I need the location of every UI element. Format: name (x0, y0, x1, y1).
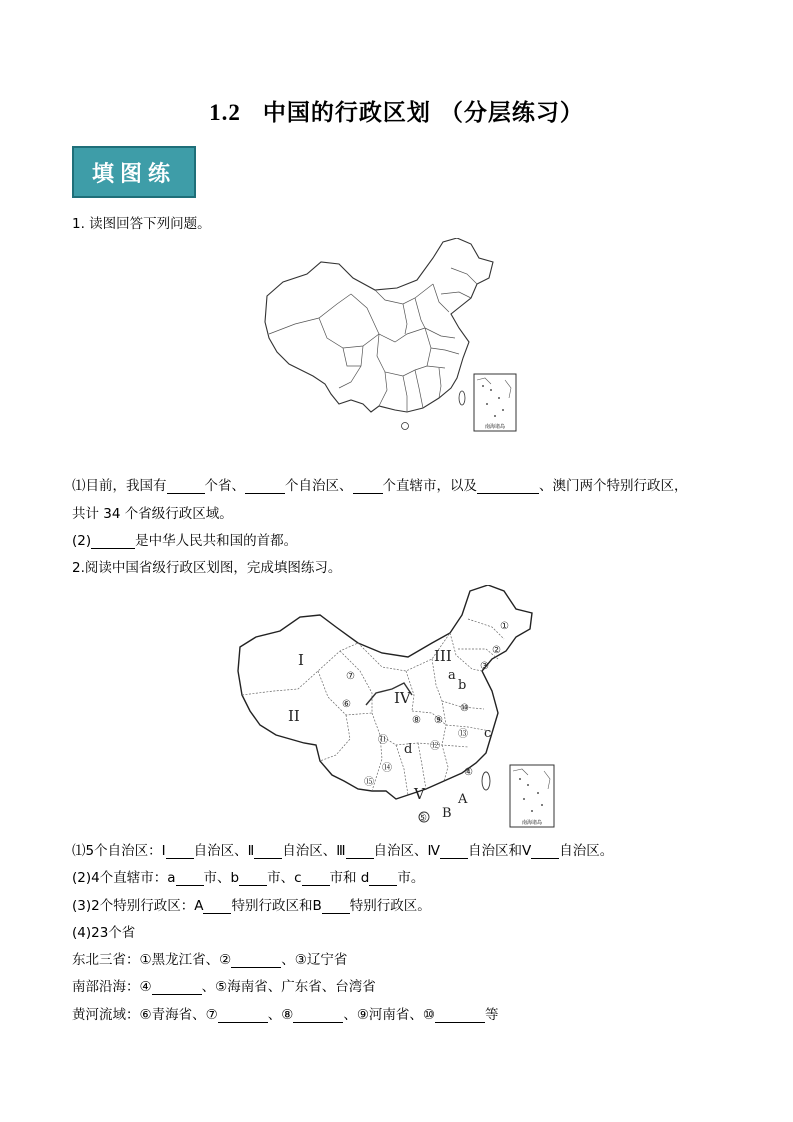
city-label-c: c (484, 726, 492, 741)
province-label-15: ⑮ (364, 777, 374, 788)
region-label-V: V (414, 785, 425, 803)
south-china-sea-inset-2 (510, 765, 554, 827)
title-number: 1.2 (209, 100, 241, 125)
city-label-a: a (448, 668, 456, 683)
province-label-2: ② (492, 645, 501, 656)
region-label-III: III (434, 647, 452, 665)
q2-line3: (3)2个特别行政区：A 特别行政区和B 特别行政区。 (72, 898, 431, 914)
province-label-10: ⑩ (460, 703, 469, 714)
q1-p1-continued: 共计 34 个省级行政区域。 (72, 506, 233, 522)
south-china-sea-inset (474, 374, 516, 431)
province-label-5: ⑤ (418, 813, 427, 824)
inset-label: 南海诸岛 (484, 424, 506, 430)
sar-label-B: B (442, 806, 452, 821)
province-label-8: ⑧ (412, 715, 421, 726)
province-label-11: ⑪ (378, 735, 388, 746)
china-map-2 (236, 585, 558, 831)
q2-line7: 黄河流域：⑥青海省、⑦ 、⑧ 、⑨河南省、⑩ 等 (72, 1007, 499, 1023)
province-label-7: ⑦ (346, 671, 355, 682)
province-label-12: ⑫ (430, 741, 440, 752)
province-label-13: ⑬ (458, 729, 468, 740)
inset-label-2: 南海诸岛 (521, 820, 543, 826)
q2-line1: ⑴5个自治区：Ⅰ 自治区、Ⅱ 自治区、Ⅲ 自治区、Ⅳ 自治区和Ⅴ 自治区。 (72, 843, 614, 859)
province-label-9: ⑨ (434, 715, 443, 726)
page-title (0, 94, 793, 127)
q1-p2: (2) 是中华人民共和国的首都。 (72, 533, 298, 549)
china-outline (265, 238, 493, 412)
q2-line5: 东北三省：①黑龙江省、② 、③辽宁省 (72, 952, 348, 968)
province-label-6: ⑥ (342, 699, 351, 710)
region-label-II: II (288, 707, 300, 725)
province-label-4: ④ (464, 767, 473, 778)
q2-line4: (4)23个省 (72, 925, 136, 941)
q2-line6: 南部沿海：④ 、⑤海南省、广东省、台湾省 (72, 979, 376, 995)
q1-intro: 1. 读图回答下列问题。 (72, 216, 211, 232)
province-label-1: ① (500, 621, 509, 632)
sar-label-A: A (458, 792, 468, 807)
q2-line2: (2)4个直辖市：a 市、b 市、c 市和 d 市。 (72, 870, 425, 886)
region-label-I: I (298, 651, 304, 669)
q2-intro: 2.阅读中国省级行政区划图，完成填图练习。 (72, 560, 342, 576)
city-label-b: b (458, 678, 467, 693)
title-text: 中国的行政区划 （分层练习） (262, 99, 584, 126)
province-label-14: ⑭ (382, 763, 392, 774)
section-banner: 填图练 (72, 146, 196, 198)
region-label-IV: IV (394, 689, 411, 707)
city-label-d: d (404, 742, 413, 757)
province-label-3: ③ (480, 661, 489, 672)
china-map-1 (255, 238, 520, 434)
q1-p1: ⑴目前，我国有 个省、 个自治区、 个直辖市，以及 、澳门两个特别行政区， (72, 478, 688, 494)
